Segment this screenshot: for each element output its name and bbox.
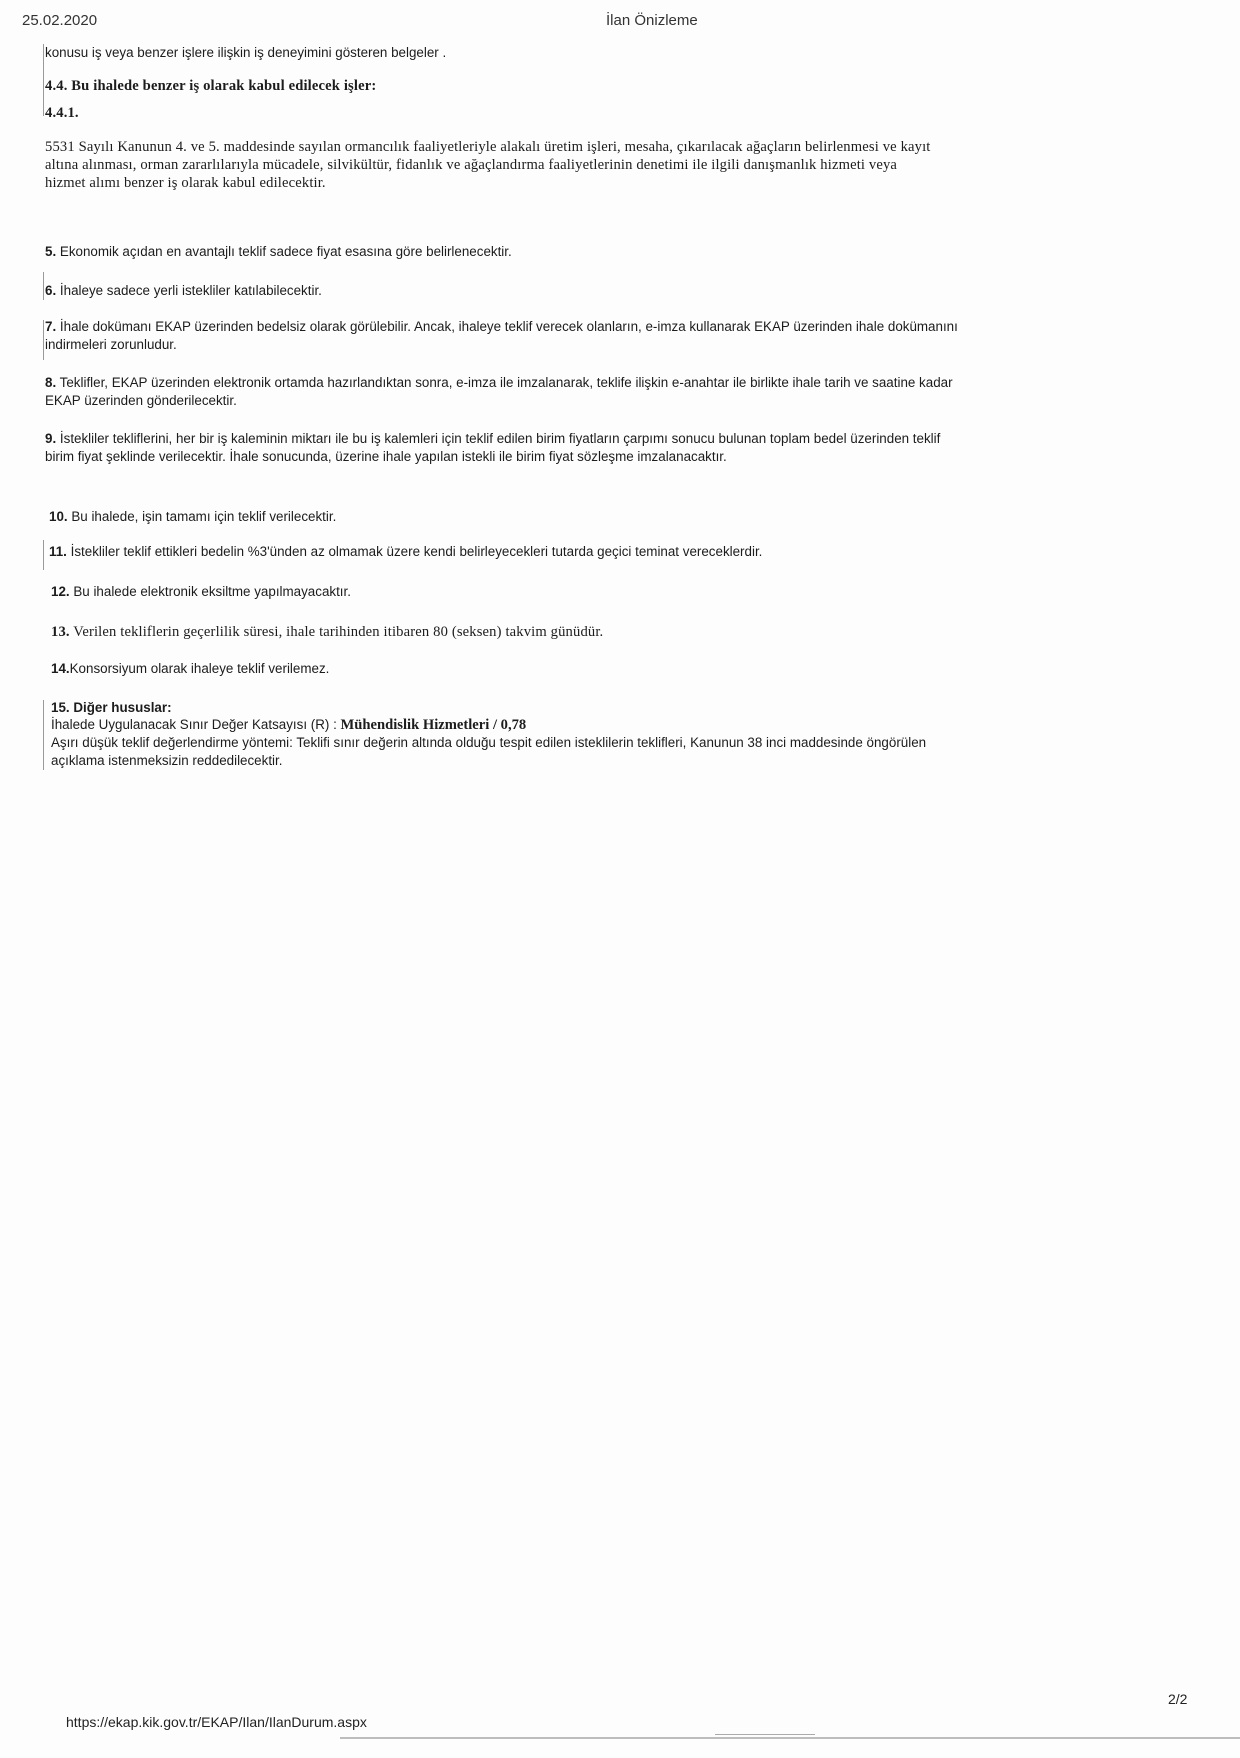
section-number: 12. xyxy=(51,584,70,599)
section-8-cont: EKAP üzerinden gönderilecektir. xyxy=(45,393,237,408)
section-text: İhale dokümanı EKAP üzerinden bedelsiz olarak görülebilir. Ancak, ihaleye teklif verecek olanların, e-imza kullanarak EKAP üzerinden ihale dokümanını xyxy=(59,319,958,334)
header-date: 25.02.2020 xyxy=(22,12,98,29)
section-15-line: Aşırı düşük teklif değerlendirme yöntemi: Teklifi sınır değerin altında olduğu tespit edilen isteklilerin teklifleri, Kanunun 38 inci maddesinde öngörülen xyxy=(51,735,927,750)
margin-mark xyxy=(43,320,44,360)
section-9-cont: birim fiyat şeklinde verilecektir. İhale sonucunda, üzerine ihale yapılan istekli ile birim fiyat sözleşme imzalanacaktır. xyxy=(45,449,727,464)
section-15-value: Mühendislik Hizmetleri / 0,78 xyxy=(340,717,527,733)
section-15-line: açıklama istenmeksizin reddedilecektir. xyxy=(51,753,283,768)
section-10 xyxy=(49,508,336,526)
section-11 xyxy=(49,543,762,561)
margin-mark xyxy=(43,700,44,770)
section-text: Teklifler, EKAP üzerinden elektronik ortamda hazırlandıktan sonra, e-imza ile imzalanarak, teklife ilişkin e-anahtar ile birlikte ihale tarih ve saatine kadar xyxy=(59,375,953,390)
section-number: 6. xyxy=(45,283,57,298)
bottom-rule xyxy=(340,1737,1240,1739)
section-text: Verilen tekliflerin geçerlilik süresi, ihale tarihinden itibaren 80 (seksen) takvim günüdür. xyxy=(73,624,604,640)
section-4-4-1-number: 4.4.1. xyxy=(45,105,79,121)
section-14 xyxy=(51,660,329,678)
section-4-4-title: 4.4. Bu ihalede benzer iş olarak kabul edilecek işler: xyxy=(45,78,377,94)
section-15-line xyxy=(51,716,526,734)
section-number: 5. xyxy=(45,244,57,259)
margin-mark xyxy=(43,44,44,116)
section-number: 14. xyxy=(51,661,70,676)
footer-url: https://ekap.kik.gov.tr/EKAP/Ilan/IlanDurum.aspx xyxy=(66,1714,367,1730)
section-number: 8. xyxy=(45,375,57,390)
section-15-title: 15. Diğer hususlar: xyxy=(51,700,172,715)
section-text: Bu ihalede, işin tamamı için teklif verilecektir. xyxy=(71,509,337,524)
header-title: İlan Önizleme xyxy=(606,12,698,29)
section-4-4-1-line: 5531 Sayılı Kanunun 4. ve 5. maddesinde sayılan ormancılık faaliyetleriyle alakalı üretim işleri, mesaha, çıkarılacak ağaçların belirlenmesi ve kayıt xyxy=(45,139,931,155)
section-7 xyxy=(45,318,958,336)
section-13 xyxy=(51,623,603,641)
section-15-label: İhalede Uygulanacak Sınır Değer Katsayısı (R) : xyxy=(51,717,341,732)
section-text: Konsorsiyum olarak ihaleye teklif verilemez. xyxy=(69,661,330,676)
section-number: 10. xyxy=(49,509,68,524)
margin-mark xyxy=(43,272,44,300)
section-5 xyxy=(45,243,512,261)
section-text: İstekliler tekliflerini, her bir iş kaleminin miktarı ile bu iş kalemleri için teklif edilen birim fiyatların çarpımı sonucu bulunan toplam bedel üzerinden teklif xyxy=(59,431,941,446)
section-text: Ekonomik açıdan en avantajlı teklif sadece fiyat esasına göre belirlenecektir. xyxy=(59,244,512,259)
bottom-rule xyxy=(715,1734,815,1735)
section-7-cont: indirmeleri zorunludur. xyxy=(45,337,177,352)
section-9 xyxy=(45,430,940,448)
intro-line: konusu iş veya benzer işlere ilişkin iş deneyimini gösteren belgeler . xyxy=(45,45,447,60)
section-number: 7. xyxy=(45,319,57,334)
section-8 xyxy=(45,374,953,392)
section-number: 13. xyxy=(51,624,70,640)
section-text: İstekliler teklif ettikleri bedelin %3'ünden az olmamak üzere kendi belirleyecekleri tutarda geçici teminat vereceklerdir. xyxy=(70,544,763,559)
section-text: İhaleye sadece yerli istekliler katılabilecektir. xyxy=(59,283,322,298)
section-text: Bu ihalede elektronik eksiltme yapılmayacaktır. xyxy=(73,584,351,599)
section-6 xyxy=(45,282,322,300)
section-4-4-1-line: altına alınması, orman zararlılarıyla mücadele, silvikültür, fidanlık ve ağaçlandırma faaliyetlerinin denetimi ile ilgili danışmanlık hizmeti veya xyxy=(45,157,898,173)
section-number: 9. xyxy=(45,431,57,446)
margin-mark xyxy=(43,540,44,570)
section-4-4-1-line: hizmet alımı benzer iş olarak kabul edilecektir. xyxy=(45,175,326,191)
page-number: 2/2 xyxy=(1168,1691,1188,1707)
section-12 xyxy=(51,583,351,601)
section-number: 11. xyxy=(49,544,67,559)
